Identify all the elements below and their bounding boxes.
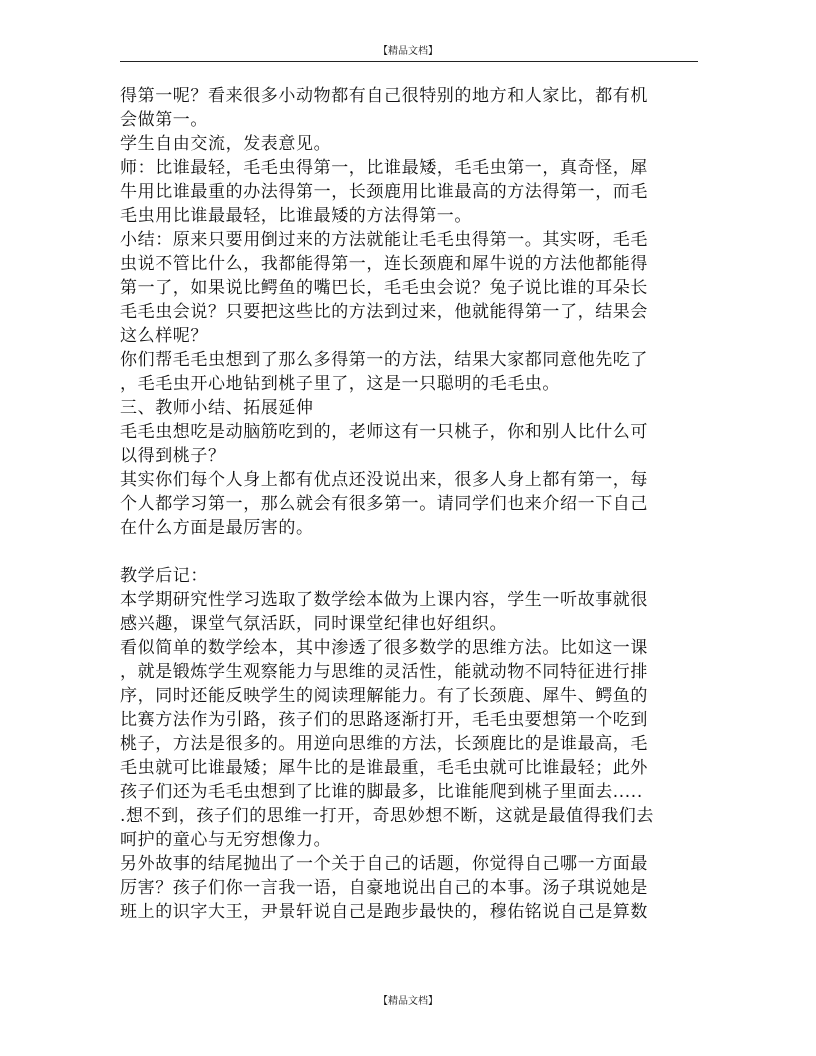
text-line: 其实你们每个人身上都有优点还没说出来，很多人身上都有第一，每 xyxy=(120,470,648,490)
text-line: 本学期研究性学习选取了数学绘本做为上课内容，学生一听故事就很 xyxy=(120,590,648,610)
text-line: 个人都学习第一，那么就会有很多第一。请同学们也来介绍一下自己 xyxy=(120,494,648,514)
text-line: 学生自由交流，发表意见。 xyxy=(120,134,332,154)
text-line: ，就是锻炼学生观察能力与思维的灵活性，能就动物不同特征进行排 xyxy=(120,662,648,682)
text-line: 三、教师小结、拓展延伸 xyxy=(120,398,314,418)
page-footer: 【精品文档】 xyxy=(378,996,438,1007)
text-line: 会做第一。 xyxy=(120,110,208,130)
blank-line xyxy=(120,540,688,564)
text-line: 牛用比谁最重的办法得第一，长颈鹿用比谁最高的方法得第一，而毛 xyxy=(120,182,648,202)
text-line: 毛虫就可比谁最矮；犀牛比的是谁最重，毛毛虫就可比谁最轻；此外 xyxy=(120,758,648,778)
text-line: 毛毛虫想吃是动脑筋吃到的，老师这有一只桃子，你和别人比什么可 xyxy=(120,422,648,442)
document-body xyxy=(120,84,688,924)
text-line: 你们帮毛毛虫想到了那么多得第一的方法，结果大家都同意他先吃了 xyxy=(120,350,648,370)
text-line: 序，同时还能反映学生的阅读理解能力。有了长颈鹿、犀牛、鳄鱼的 xyxy=(120,686,648,706)
text-line: 虫说不管比什么，我都能得第一，连长颈鹿和犀牛说的方法他都能得 xyxy=(120,254,648,274)
text-line: 师：比谁最轻，毛毛虫得第一，比谁最矮，毛毛虫第一，真奇怪，犀 xyxy=(120,158,648,178)
text-line: 这么样呢？ xyxy=(120,326,208,346)
text-line: 在什么方面是最厉害的。 xyxy=(120,518,314,538)
text-line: 厉害？孩子们你一言我一语，自豪地说出自己的本事。汤子琪说她是 xyxy=(120,878,648,898)
text-line: 班上的识字大王，尹景轩说自己是跑步最快的，穆佑铭说自己是算数 xyxy=(120,902,648,922)
text-line: 另外故事的结尾抛出了一个关于自己的话题，你觉得自己哪一方面最 xyxy=(120,854,648,874)
text-line: .想不到，孩子们的思维一打开，奇思妙想不断，这就是最值得我们去 xyxy=(120,806,655,826)
text-line: 以得到桃子？ xyxy=(120,446,226,466)
text-line: 教学后记： xyxy=(120,566,208,586)
header-divider xyxy=(120,61,698,62)
text-line: 比赛方法作为引路，孩子们的思路逐渐打开，毛毛虫要想第一个吃到 xyxy=(120,710,648,730)
text-line: 桃子，方法是很多的。用逆向思维的方法，长颈鹿比的是谁最高，毛 xyxy=(120,734,648,754)
text-line: 得第一呢？看来很多小动物都有自己很特别的地方和人家比，都有机 xyxy=(120,86,648,106)
text-line: ，毛毛虫开心地钻到桃子里了，这是一只聪明的毛毛虫。 xyxy=(120,374,560,394)
text-line: 小结：原来只要用倒过来的方法就能让毛毛虫得第一。其实呀，毛毛 xyxy=(120,230,648,250)
text-line: 毛毛虫会说？只要把这些比的方法到过来，他就能得第一了，结果会 xyxy=(120,302,648,322)
page-header: 【精品文档】 xyxy=(378,46,438,57)
text-line: 孩子们还为毛毛虫想到了比谁的脚最多，比谁能爬到桃子里面去..... xyxy=(120,782,643,802)
text-line: 感兴趣，课堂气氛活跃，同时课堂纪律也好组织。 xyxy=(120,614,508,634)
text-line: 第一了，如果说比鳄鱼的嘴巴长，毛毛虫会说？兔子说比谁的耳朵长 xyxy=(120,278,648,298)
text-line: 毛虫用比谁最最轻，比谁最矮的方法得第一。 xyxy=(120,206,472,226)
text-line: 呵护的童心与无穷想像力。 xyxy=(120,830,332,850)
text-line: 看似简单的数学绘本，其中渗透了很多数学的思维方法。比如这一课 xyxy=(120,638,648,658)
